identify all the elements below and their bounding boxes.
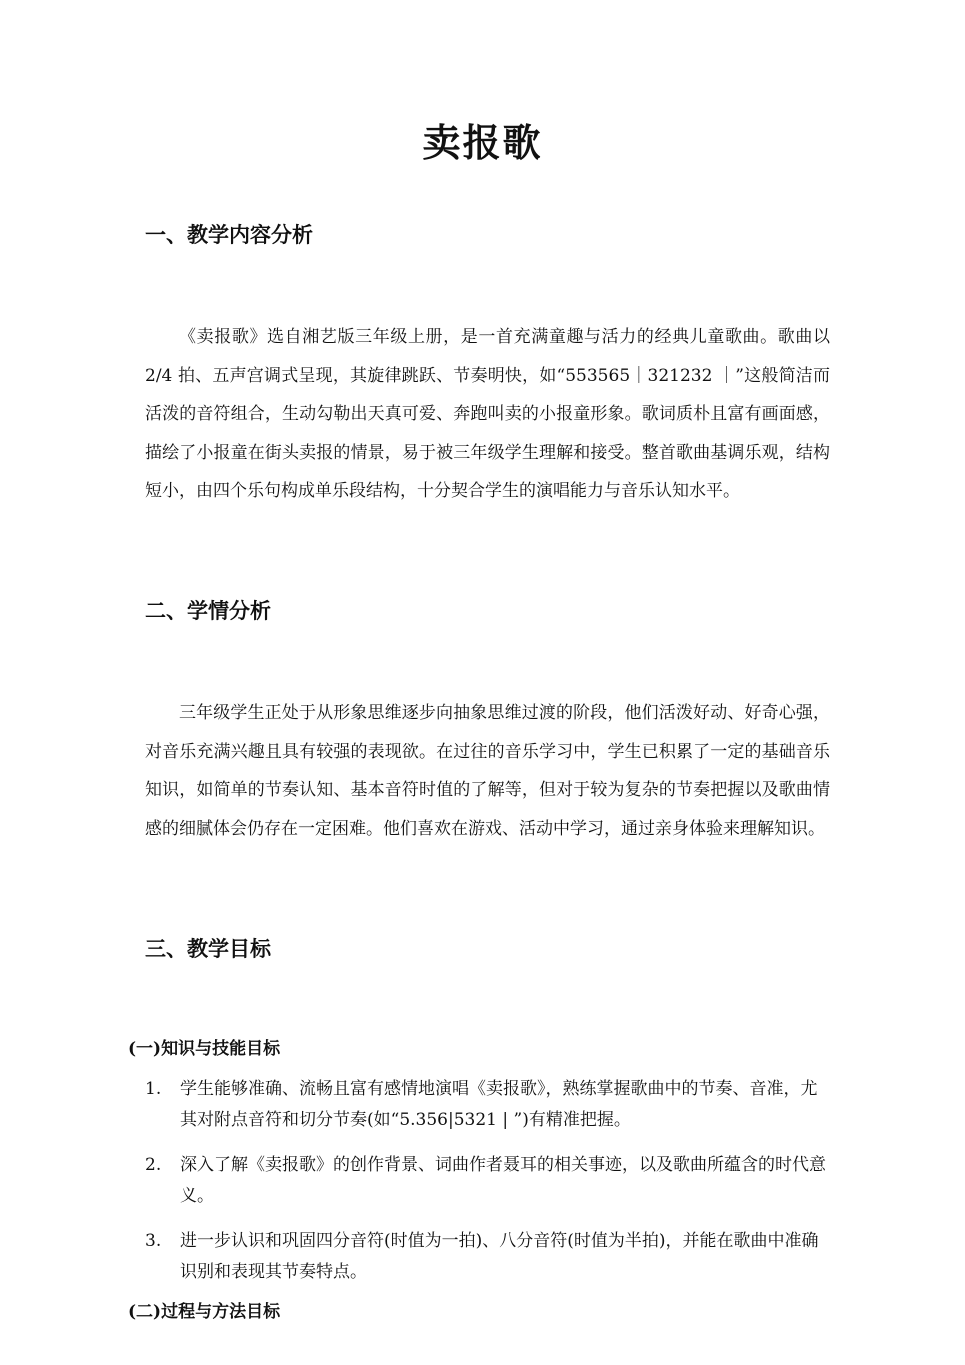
document-title: 卖报歌 [422, 120, 543, 165]
goal-list-item [145, 1074, 830, 1136]
goal-list-item [145, 1226, 830, 1288]
list-item-text: 进一步认识和巩固四分音符(时值为一拍)、八分音符(时值为半拍)，并能在歌曲中准确识别和表现其节奏特点。 [180, 1231, 819, 1282]
list-item-text: 深入了解《卖报歌》的创作背景、词曲作者聂耳的相关事迹，以及歌曲所蕴含的时代意义。 [180, 1155, 826, 1206]
sub-heading-knowledge-skills: (一)知识与技能目标 [128, 1039, 281, 1059]
list-item-number: 1. [145, 1079, 162, 1099]
paragraph-content-analysis: 《卖报歌》选自湘艺版三年级上册，是一首充满童趣与活力的经典儿童歌曲。歌曲以2/4 拍、五声宫调式呈现，其旋律跳跃、节奏明快，如“553565｜321232 ｜”这般简洁而活泼的音符组合，生动勾勒出天真可爱、奔跑叫卖的小报童形象。歌词质朴且富有画面感，描绘了小报童在街头卖报的情景，易于被三年级学生理解和接受。整首歌曲基调乐观，结构短小，由四个乐句构成单乐段结构，十分契合学生的演唱能力与音乐认知水平。 [145, 327, 830, 501]
section-heading-student-analysis: 二、学情分析 [145, 598, 271, 623]
section-heading-content-analysis: 一、教学内容分析 [145, 222, 313, 247]
list-item-number: 3. [145, 1231, 162, 1251]
list-item-text: 学生能够准确、流畅且富有感情地演唱《卖报歌》，熟练掌握歌曲中的节奏、音准，尤其对附点音符和切分节奏(如“5.356|5321 | ”)有精准把握。 [180, 1079, 818, 1130]
list-item-number: 2. [145, 1155, 162, 1175]
paragraph-student-analysis: 三年级学生正处于从形象思维逐步向抽象思维过渡的阶段，他们活泼好动、好奇心强，对音乐充满兴趣且具有较强的表现欲。在过往的音乐学习中，学生已积累了一定的基础音乐知识，如简单的节奏认知、基本音符时值的了解等，但对于较为复杂的节奏把握以及歌曲情感的细腻体会仍存在一定困难。他们喜欢在游戏、活动中学习，通过亲身体验来理解知识。 [145, 703, 830, 839]
section-heading-teaching-goals: 三、教学目标 [145, 936, 271, 961]
goal-list-item [145, 1150, 830, 1212]
sub-heading-process-methods: (二)过程与方法目标 [128, 1302, 281, 1322]
